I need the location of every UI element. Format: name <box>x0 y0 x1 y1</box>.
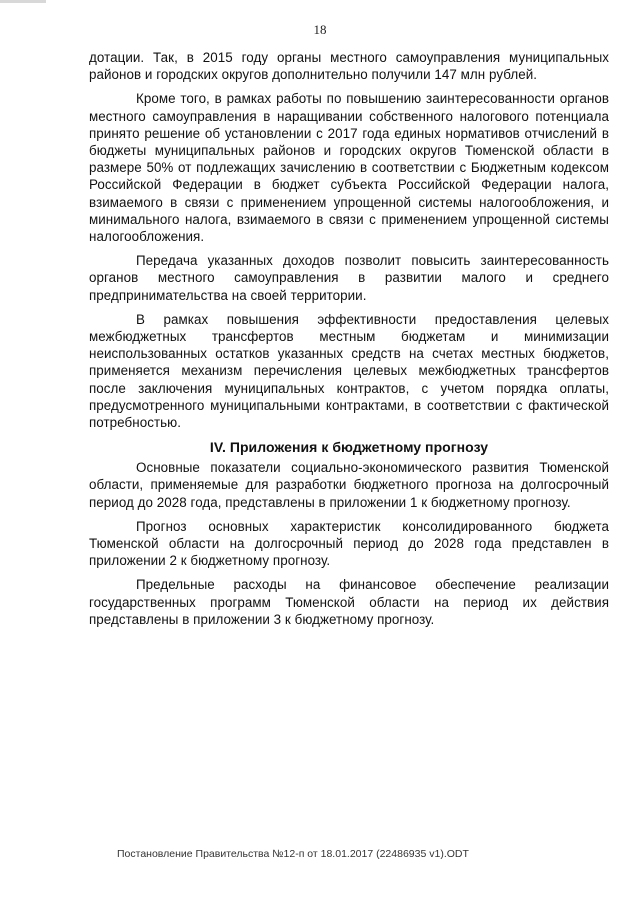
scan-edge-mark <box>0 0 46 3</box>
document-body <box>89 49 609 635</box>
page-number: 18 <box>313 22 327 37</box>
section-heading: IV. Приложения к бюджетному прогнозу <box>209 439 489 456</box>
paragraph-appendix-2: Прогноз основных характеристик консолидированного бюджета Тюменской области на долгосрочный период до 2028 года представлен в приложении 2 к бюджетному прогнозу. <box>89 518 609 569</box>
paragraph-appendix-3: Предельные расходы на финансовое обеспечение реализации государственных программ Тюменской области на период их действия представлены в приложении 3 к бюджетному прогнозу. <box>89 577 609 627</box>
paragraph-subsidies-continuation: дотации. Так, в 2015 году органы местного самоуправления муниципальных районов и городских округов дополнительно получили 147 млн рублей. <box>89 50 609 83</box>
paragraph-tax-standards: Кроме того, в рамках работы по повышению заинтересованности органов местного самоуправления в наращивании собственного налогового потенциала принято решение об установлении с 2017 года единых нормативов отчислений в бюджеты муниципальных районов и городских округов Тюменской области в размере 50% от подлежащих зачислению в соответствии с Бюджетным кодексом Российской Федерации в бюджет субъекта Российской Федерации налога, взимаемого в связи с применением упрощенной системы налогообложения, и минимального налога, взимаемого в связи с применением упрощенной системы налогообложения. <box>89 91 609 245</box>
paragraph-transfer-mechanism: В рамках повышения эффективности предоставления целевых межбюджетных трансфертов местным бюджетам и минимизации неиспользованных остатков указанных средств на счетах местных бюджетов, применяется механизм перечисления целевых межбюджетных трансфертов после заключения муниципальных контрактов, с учетом порядка оплаты, предусмотренного муниципальными контрактами, в соответствии с фактической потребностью. <box>89 311 609 431</box>
paragraph-appendix-1: Основные показатели социально-экономического развития Тюменской области, применяемые для разработки бюджетного прогноза на долгосрочный период до 2028 года, представлены в приложении 1 к бюджетному прогнозу. <box>89 460 609 510</box>
paragraph-income-transfer: Передача указанных доходов позволит повысить заинтересованность органов местного самоуправления в развитии малого и среднего предпринимательства на своей территории. <box>89 253 609 303</box>
document-footer: Постановление Правительства №12-п от 18.01.2017 (22486935 v1).ODT <box>117 848 469 860</box>
